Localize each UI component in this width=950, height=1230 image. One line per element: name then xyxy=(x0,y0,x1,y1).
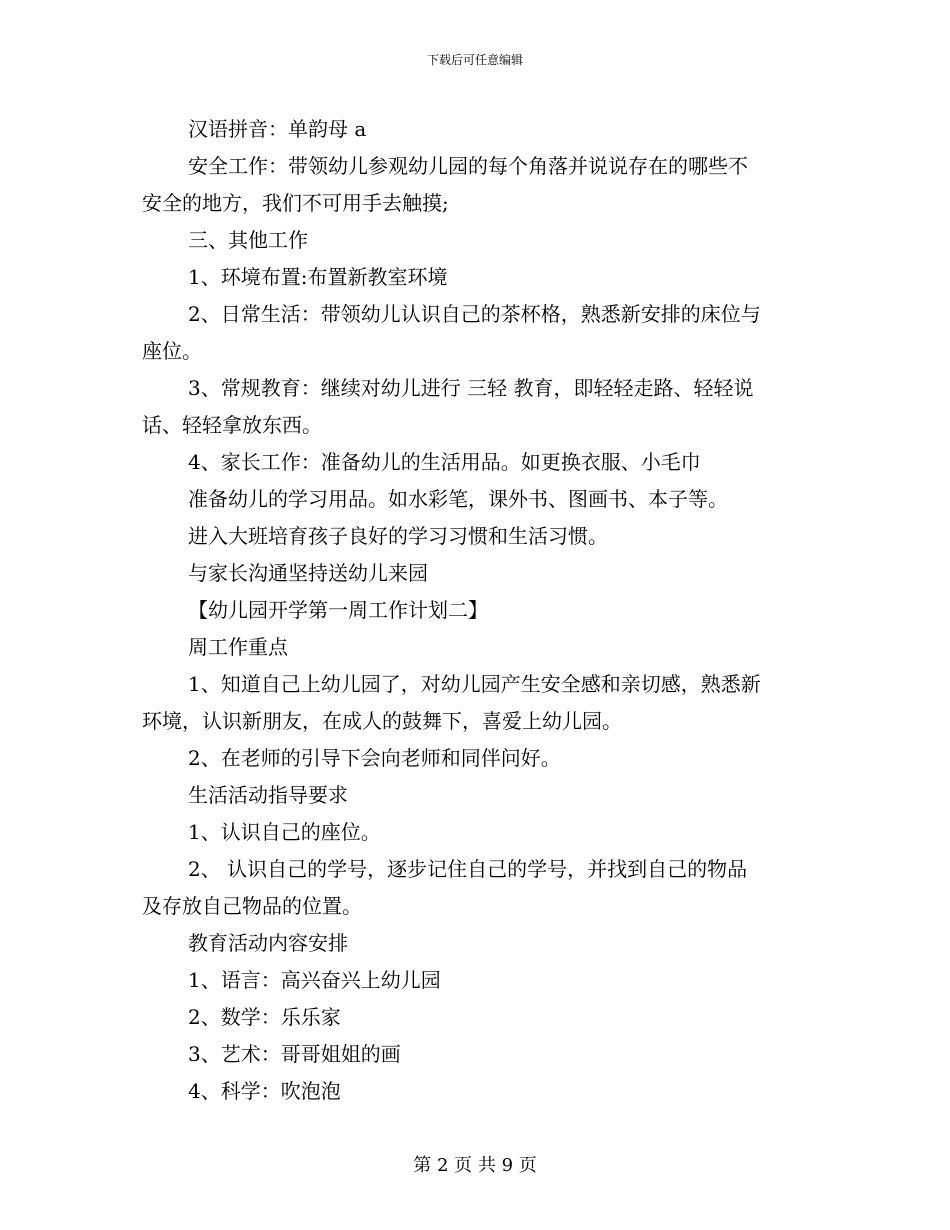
text-line: 2、日常生活：带领幼儿认识自己的茶杯格，熟悉新安排的床位与 xyxy=(188,302,761,326)
document-body xyxy=(142,111,810,1110)
text-line: 准备幼儿的学习用品。如水彩笔，课外书、图画书、本子等。 xyxy=(188,487,728,511)
text-line: 2、在老师的引导下会向老师和同伴问好。 xyxy=(188,746,561,770)
section-heading: 生活活动指导要求 xyxy=(188,783,348,807)
text-line: 及存放自己物品的位置。 xyxy=(142,894,362,918)
text-line: 1、知道自己上幼儿园了，对幼儿园产生安全感和亲切感，熟悉新 xyxy=(188,672,761,696)
text-line: 3、艺术：哥哥姐姐的画 xyxy=(188,1042,401,1066)
text-line: 进入大班培育孩子良好的学习习惯和生活习惯。 xyxy=(188,524,608,548)
text-line: 4、家长工作：准备幼儿的生活用品。如更换衣服、小毛巾 xyxy=(188,450,701,474)
text-line: 4、科学：吹泡泡 xyxy=(188,1079,341,1103)
section-heading: 三、其他工作 xyxy=(188,228,308,252)
text-line: 1、环境布置:布置新教室环境 xyxy=(188,265,448,289)
text-line: 2、数学：乐乐家 xyxy=(188,1005,341,1029)
text-line: 与家长沟通坚持送幼儿来园 xyxy=(188,561,428,585)
section-heading: 【幼儿园开学第一周工作计划二】 xyxy=(188,598,488,622)
text-line: 安全工作：带领幼儿参观幼儿园的每个角落并说说存在的哪些不 xyxy=(188,154,748,178)
text-line: 话、轻轻拿放东西。 xyxy=(142,413,322,437)
text-line: 1、语言：高兴奋兴上幼儿园 xyxy=(188,968,441,992)
page-footer: 第 2 页 共 9 页 xyxy=(413,1155,537,1176)
text-line: 安全的地方，我们不可用手去触摸; xyxy=(142,191,449,215)
text-line: 1、认识自己的座位。 xyxy=(188,820,381,844)
text-line: 3、常规教育：继续对幼儿进行 三轻 教育，即轻轻走路、轻轻说 xyxy=(188,376,754,400)
text-line: 座位。 xyxy=(142,339,202,363)
text-line: 环境，认识新朋友，在成人的鼓舞下，喜爱上幼儿园。 xyxy=(142,709,622,733)
text-line: 汉语拼音：单韵母 a xyxy=(188,117,367,141)
section-heading: 周工作重点 xyxy=(188,635,288,659)
page-header: 下载后可任意编辑 xyxy=(426,53,523,67)
text-line: 2、 认识自己的学号，逐步记住自己的学号，并找到自己的物品 xyxy=(188,857,748,881)
section-heading: 教育活动内容安排 xyxy=(188,931,348,955)
